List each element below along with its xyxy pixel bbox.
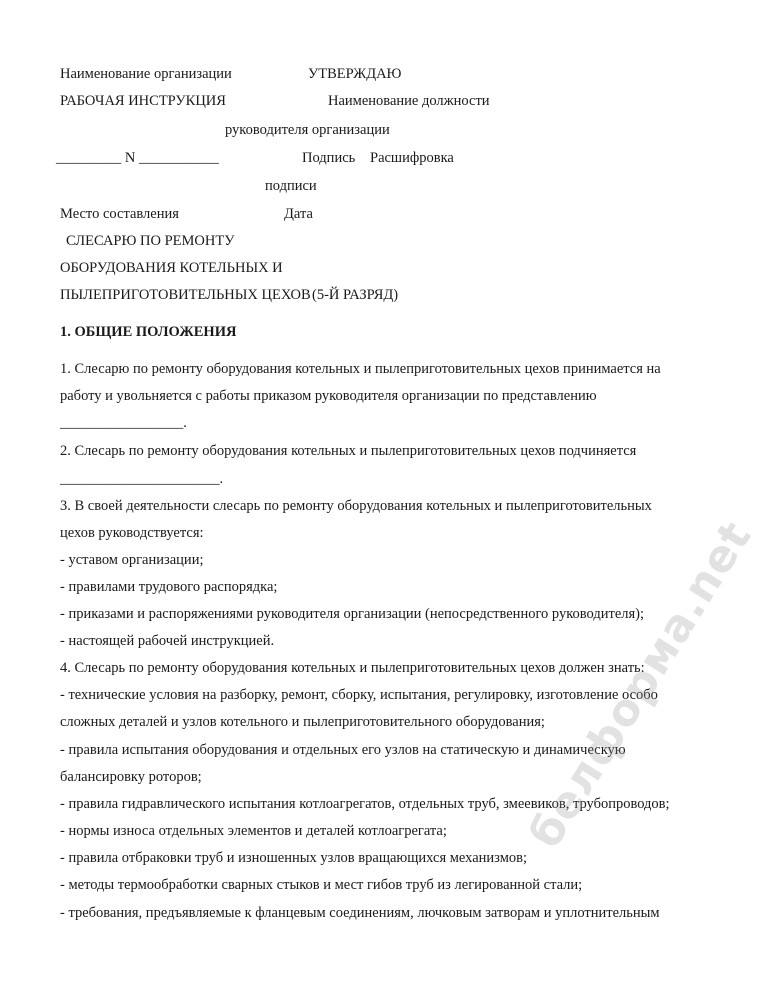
- body-line: - правила отбраковки труб и изношенных узлов вращающихся механизмов;: [60, 850, 527, 866]
- body-line: балансировку роторов;: [60, 769, 202, 785]
- org-name-label: Наименование организации: [60, 66, 232, 82]
- decryption-label: Расшифровка: [370, 150, 454, 166]
- title-line-3: ПЫЛЕПРИГОТОВИТЕЛЬНЫХ ЦЕХОВ: [60, 287, 311, 303]
- body-line: - уставом организации;: [60, 552, 204, 568]
- approve-label: УТВЕРЖДАЮ: [308, 66, 402, 82]
- doc-number-line: _________ N ___________: [56, 150, 219, 166]
- place-label: Место составления: [60, 206, 179, 222]
- title-line-1: СЛЕСАРЮ ПО РЕМОНТУ: [66, 233, 235, 249]
- date-label: Дата: [284, 206, 313, 222]
- doc-type-label: РАБОЧАЯ ИНСТРУКЦИЯ: [60, 93, 226, 109]
- body-line: сложных деталей и узлов котельного и пылеприготовительного оборудования;: [60, 714, 545, 730]
- body-line: - настоящей рабочей инструкцией.: [60, 633, 275, 649]
- body-line: 2. Слесарь по ремонту оборудования котельных и пылеприготовительных цехов подчиняется: [60, 443, 637, 459]
- body-line: - технические условия на разборку, ремонт, сборку, испытания, регулировку, изготовление особо: [60, 687, 658, 703]
- watermark: белформа.net: [520, 512, 762, 858]
- body-line: цехов руководствуется:: [60, 525, 204, 541]
- body-line: - правилами трудового распорядка;: [60, 579, 278, 595]
- body-line: работу и увольняется с работы приказом руководителя организации по представлению: [60, 388, 597, 404]
- body-line: 3. В своей деятельности слесарь по ремонту оборудования котельных и пылеприготовительных: [60, 498, 652, 514]
- signature-word-label: подписи: [265, 178, 317, 194]
- signature-label: Подпись: [302, 150, 356, 166]
- head-of-org-label: руководителя организации: [225, 122, 390, 138]
- title-line-2: ОБОРУДОВАНИЯ КОТЕЛЬНЫХ И: [60, 260, 283, 276]
- body-line: ______________________.: [60, 471, 224, 487]
- body-line: - методы термообработки сварных стыков и мест гибов труб из легированной стали;: [60, 877, 583, 893]
- body-line: _________________.: [60, 415, 187, 431]
- body-line: - правила гидравлического испытания котлоагрегатов, отдельных труб, змеевиков, трубопроводов;: [60, 796, 670, 812]
- title-grade: (5-Й РАЗРЯД): [312, 287, 399, 303]
- body-line: - нормы износа отдельных элементов и деталей котлоагрегата;: [60, 823, 447, 839]
- position-name-label: Наименование должности: [328, 93, 490, 109]
- body-line: - приказами и распоряжениями руководителя организации (непосредственного руководителя);: [60, 606, 645, 622]
- body-line: - правила испытания оборудования и отдельных его узлов на статическую и динамическую: [60, 742, 626, 758]
- body-line: - требования, предъявляемые к фланцевым соединениям, лючковым затворам и уплотнительным: [60, 905, 660, 921]
- body-line: 1. Слесарю по ремонту оборудования котельных и пылеприготовительных цехов принимается на: [60, 361, 661, 377]
- section-heading: 1. ОБЩИЕ ПОЛОЖЕНИЯ: [60, 324, 237, 340]
- body-line: 4. Слесарь по ремонту оборудования котельных и пылеприготовительных цехов должен знать:: [60, 660, 645, 676]
